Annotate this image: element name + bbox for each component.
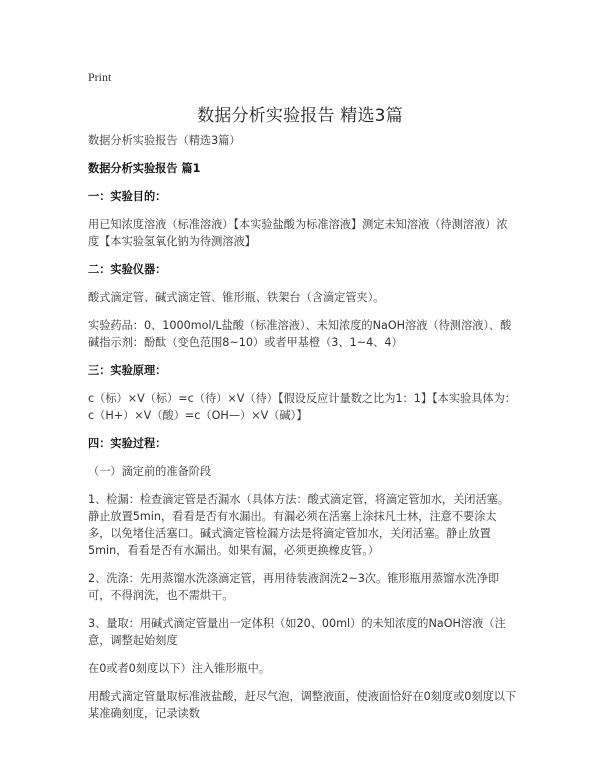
step-measuring: 3、量取：用碱式滴定管量出一定体积（如20、00ml）的未知浓度的NaOH溶液（注意，调整起始刻度 (88, 617, 506, 647)
section-text-reagents: 实验药品：0、1000mol/L盐酸（标准溶液）、未知浓度的NaOH溶液（待测溶液）、酸碱指示剂：酚酞（变色范围8~10）或者甲基橙（3、1~4、4） (88, 319, 512, 349)
page-title: 数据分析实验报告 精选3篇 (197, 106, 403, 126)
section-text-principle: c（标）×V（标）=c（待）×V（待）【假设反应计量数之比为1：1】【本实验具体为：c（H+）×V（酸）=c（OH—）×V（碱）】 (88, 392, 516, 422)
section-heading-instruments: 二：实验仪器： (88, 263, 167, 276)
document-body (88, 132, 518, 722)
document-subtitle: 数据分析实验报告（精选3篇） (88, 134, 241, 147)
step-washing: 2、洗涤：先用蒸馏水洗涤滴定管，再用待装液润洗2~3次。锥形瓶用蒸馏水洗净即可，不得润洗，也不需烘干。 (88, 572, 500, 602)
section-heading-purpose: 一：实验目的： (88, 190, 167, 203)
print-label[interactable]: Print (88, 70, 112, 84)
section-heading-process: 四：实验过程： (88, 437, 167, 450)
section-text-purpose: 用已知浓度溶液（标准溶液）【本实验盐酸为标准溶液】测定未知溶液（待测溶液）浓度【本实验氢氧化钠为待测溶液】 (88, 218, 508, 248)
section-text-instruments: 酸式滴定管、碱式滴定管、锥形瓶、铁架台（含滴定管夹）。 (88, 291, 385, 304)
section-heading-principle: 三：实验原理： (88, 364, 167, 377)
step-leak-check: 1、检漏：检查滴定管是否漏水（具体方法：酸式滴定管，将滴定管加水，关闭活塞。静止放置5min，看看是否有水漏出。有漏必须在活塞上涂抹凡士林，注意不要涂太多，以免堵住活塞口。碱式滴定管检漏方法是将滴定管加水，关闭活塞。静止放置5min，看看是否有水漏出。如果有漏，必须更换橡皮管。） (88, 493, 510, 557)
article-heading: 数据分析实验报告 篇1 (88, 162, 201, 175)
step-measuring-continued: 在0或者0刻度以下）注入锥形瓶中。 (88, 662, 271, 675)
step-acid-burette: 用酸式滴定管量取标准液盐酸，赶尽气泡，调整液面，使液面恰好在0刻度或0刻度以下某准确刻度，记录读数 (88, 690, 517, 720)
step-group-preparation: （一）滴定前的准备阶段 (88, 465, 212, 478)
